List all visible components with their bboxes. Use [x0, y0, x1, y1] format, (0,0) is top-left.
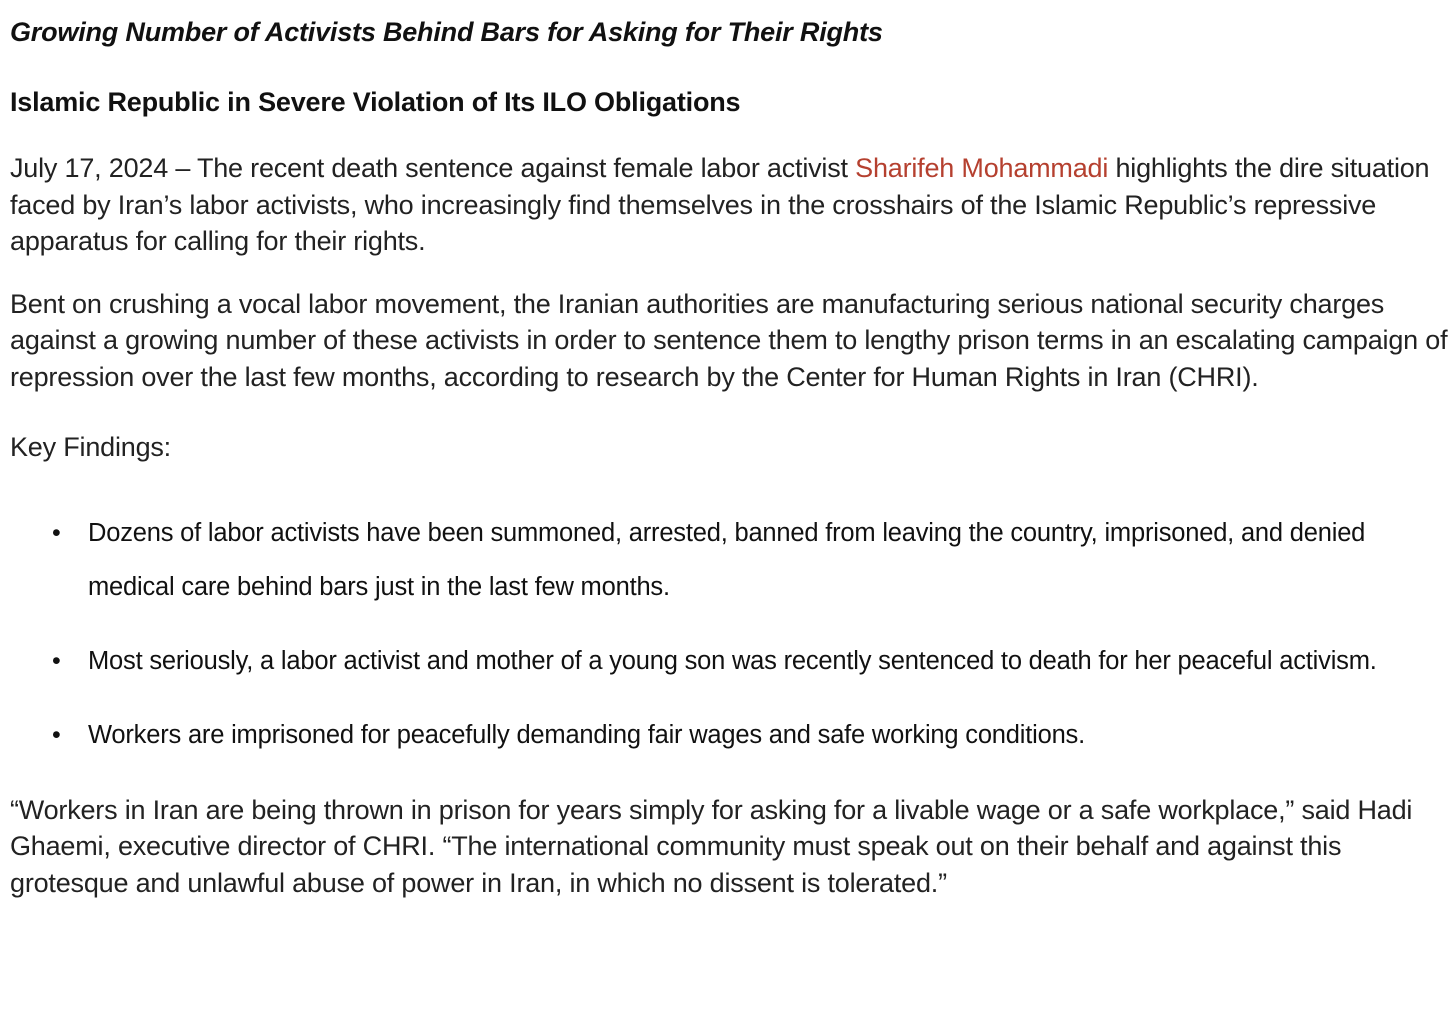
finding-text: Workers are imprisoned for peacefully demanding fair wages and safe working conditions.	[88, 720, 1085, 749]
intro-text-after: highlights the dire situation faced by Iran’s labor activists, who increasingly find themselves in the crosshairs of the Islamic Republic’s repressive apparatus for calling for their rights.	[10, 153, 1430, 256]
quote-paragraph: “Workers in Iran are being thrown in prison for years simply for asking for a livable wage or a safe workplace,” said Hadi Ghaemi, executive director of CHRI. “The international community must speak out on their behalf and against this grotesque and unlawful abuse of power in Iran, in which no dissent is tolerated.”	[10, 794, 1413, 898]
body-paragraph: Bent on crushing a vocal labor movement, the Iranian authorities are manufacturing serious national security charges against a growing number of these activists in order to sentence them to lengthy prison terms in an escalating campaign of repression over the last few months, according to research by the Center for Human Rights in Iran (CHRI).	[10, 288, 1448, 392]
article-subtitle: Islamic Republic in Severe Violation of Its ILO Obligations	[10, 87, 741, 117]
list-item	[10, 506, 1450, 614]
article	[10, 10, 1450, 901]
finding-text: Dozens of labor activists have been summoned, arrested, banned from leaving the country, imprisoned, and denied medical care behind bars just in the last few months.	[88, 518, 1366, 601]
finding-text: Most seriously, a labor activist and mother of a young son was recently sentenced to death for her peaceful activism.	[88, 646, 1377, 675]
intro-paragraph	[10, 150, 1450, 260]
sharifeh-mohammadi-link[interactable]: Sharifeh Mohammadi	[855, 153, 1109, 183]
list-item	[10, 708, 1450, 762]
intro-text-before: July 17, 2024 – The recent death sentence against female labor activist	[10, 153, 856, 183]
key-findings-heading: Key Findings:	[10, 432, 171, 462]
bullet-icon: •	[52, 518, 61, 547]
bullet-icon: •	[52, 646, 61, 675]
article-title: Growing Number of Activists Behind Bars for Asking for Their Rights	[10, 17, 883, 47]
list-item	[10, 634, 1450, 688]
bullet-icon: •	[52, 720, 61, 749]
key-findings-list	[10, 506, 1450, 762]
